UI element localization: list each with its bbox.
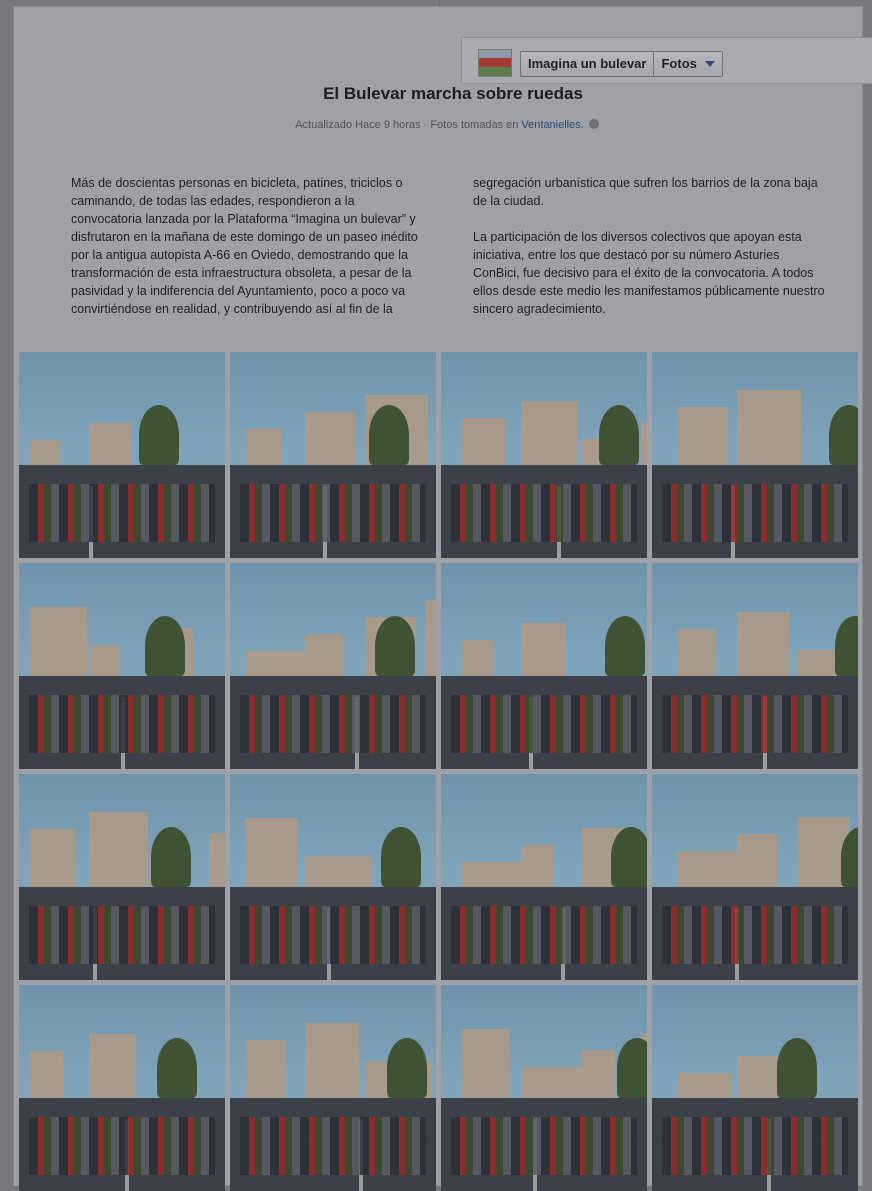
- album-thumbnail[interactable]: [478, 49, 512, 77]
- photo-tree: [829, 405, 858, 465]
- photo-tree: [387, 1038, 427, 1098]
- photo-building: [677, 851, 744, 887]
- photo-thumbnail-highway-walkers[interactable]: [441, 985, 647, 1191]
- photo-building: [677, 629, 716, 676]
- photo-building: [89, 1034, 136, 1098]
- photos-button-label: Fotos: [661, 56, 697, 71]
- photo-building: [521, 1067, 582, 1098]
- photo-building: [461, 1029, 509, 1098]
- photo-building: [245, 429, 282, 465]
- photo-people: [29, 484, 214, 542]
- photo-people: [662, 484, 847, 542]
- album-title: El Bulevar marcha sobre ruedas: [323, 84, 583, 103]
- photo-tree: [611, 827, 647, 887]
- photo-building: [209, 833, 225, 887]
- photo-thumbnail-cyclists-guardrail[interactable]: [230, 985, 436, 1191]
- photo-thumbnail-crosswalk-cyclists[interactable]: [230, 352, 436, 558]
- photo-building: [641, 422, 647, 465]
- photo-building: [425, 600, 436, 676]
- photo-building: [521, 623, 566, 676]
- photo-thumbnail-santa-costumes[interactable]: [441, 352, 647, 558]
- photo-building: [29, 607, 87, 676]
- photo-thumbnail-highway-cyclists[interactable]: [19, 774, 225, 980]
- photo-building: [521, 401, 578, 465]
- photo-building: [89, 812, 148, 887]
- photo-tree: [151, 827, 191, 887]
- photo-building: [89, 423, 132, 465]
- photo-building: [245, 651, 310, 676]
- photo-tree: [145, 616, 185, 676]
- photo-thumbnail-street-cyclists-buildings[interactable]: [19, 352, 225, 558]
- photo-building: [581, 1050, 615, 1098]
- photo-people: [29, 695, 214, 753]
- photo-thumbnail-cyclists-green-jacket[interactable]: [441, 774, 647, 980]
- location-link[interactable]: Ventanielles.: [521, 119, 584, 131]
- album-header-bar: [461, 37, 872, 84]
- photo-building: [305, 856, 371, 887]
- photo-building: [305, 412, 355, 465]
- photo-people: [451, 906, 636, 964]
- photo-tree: [605, 616, 645, 676]
- photo-people: [29, 906, 214, 964]
- photo-building: [677, 407, 728, 465]
- photo-tree: [599, 405, 639, 465]
- album-nav-buttons: [520, 51, 723, 77]
- photo-building: [245, 1040, 286, 1098]
- photo-tree: [139, 405, 179, 465]
- photo-building: [305, 1023, 359, 1098]
- photo-building: [29, 1051, 63, 1098]
- description-column-1: Más de doscientas personas en bicicleta, patines, triciclos o caminando, de todas las edades, respondieron a la convocatoria lanzada por la Plataforma “Imagina un bulevar” y disfrutaron en la mañana de este domingo de un paseo inédito por la antigua autopista A-66 en Oviedo, demostrando que la transformación de esta infraestructura obsoleta, a pesar de la pasividad y la indiferencia del Ayuntamiento, poco a poco va convirtiéndose en realidad, y contribuyendo así al fin de la: [71, 176, 418, 316]
- photo-people: [662, 695, 847, 753]
- photo-people: [662, 906, 847, 964]
- photo-thumbnail-highway-child-cyclist[interactable]: [19, 985, 225, 1191]
- photo-people: [29, 1117, 214, 1175]
- photo-building: [737, 834, 777, 887]
- photo-building: [29, 829, 75, 887]
- photo-thumbnail-crowd-buildings[interactable]: [230, 563, 436, 769]
- photo-people: [451, 695, 636, 753]
- globe-icon: [589, 119, 599, 129]
- photo-building: [461, 418, 505, 465]
- photo-thumbnail-santa-cyclists[interactable]: [441, 563, 647, 769]
- photo-people: [451, 1117, 636, 1175]
- photo-tree: [369, 405, 409, 465]
- photo-people: [240, 695, 425, 753]
- photo-building: [89, 645, 120, 676]
- photo-tree: [375, 616, 415, 676]
- photo-grid: [19, 352, 858, 1191]
- photo-people: [240, 1117, 425, 1175]
- photo-thumbnail-crowd-trees[interactable]: [19, 563, 225, 769]
- photo-tree: [617, 1038, 647, 1098]
- photo-building: [737, 612, 789, 676]
- photo-thumbnail-cyclists-bare-trees[interactable]: [652, 985, 858, 1191]
- album-meta: [14, 119, 872, 131]
- photo-people: [451, 484, 636, 542]
- photo-building: [677, 1073, 732, 1098]
- photo-building: [245, 818, 298, 887]
- photo-building: [461, 862, 521, 887]
- photo-building: [737, 390, 801, 465]
- description-column-2: segregación urbanística que sufren los barrios de la zona baja de la ciudad. La participación de los diversos colectivos que apoyan esta iniciativa, entre los que destacó por su número Asturies ConBici, fue decisivo para el éxito de la convocatoria. A todos ellos desde este medio les manifestamos públicamente nuestro sincero agradecimiento.: [473, 176, 825, 316]
- photos-dropdown-button[interactable]: [653, 52, 721, 76]
- album-button[interactable]: Imagina un bulevar: [528, 56, 647, 71]
- album-meta-text: Actualizado Hace 9 horas · Fotos tomadas en: [295, 119, 522, 131]
- photo-thumbnail-crowd-park[interactable]: [652, 352, 858, 558]
- photo-building: [305, 634, 343, 676]
- photo-people: [662, 1117, 847, 1175]
- photo-people: [240, 484, 425, 542]
- photo-tree: [157, 1038, 197, 1098]
- chevron-down-icon: [705, 61, 715, 67]
- photo-people: [240, 906, 425, 964]
- photo-building: [461, 640, 493, 676]
- photo-tree: [381, 827, 421, 887]
- photo-building: [521, 845, 554, 887]
- photo-tree: [777, 1038, 817, 1098]
- photo-thumbnail-crowd-traffic-light[interactable]: [652, 563, 858, 769]
- photo-thumbnail-cyclist-yellow-jacket[interactable]: [230, 774, 436, 980]
- photo-thumbnail-highway-crowd[interactable]: [652, 774, 858, 980]
- photo-building: [29, 440, 59, 465]
